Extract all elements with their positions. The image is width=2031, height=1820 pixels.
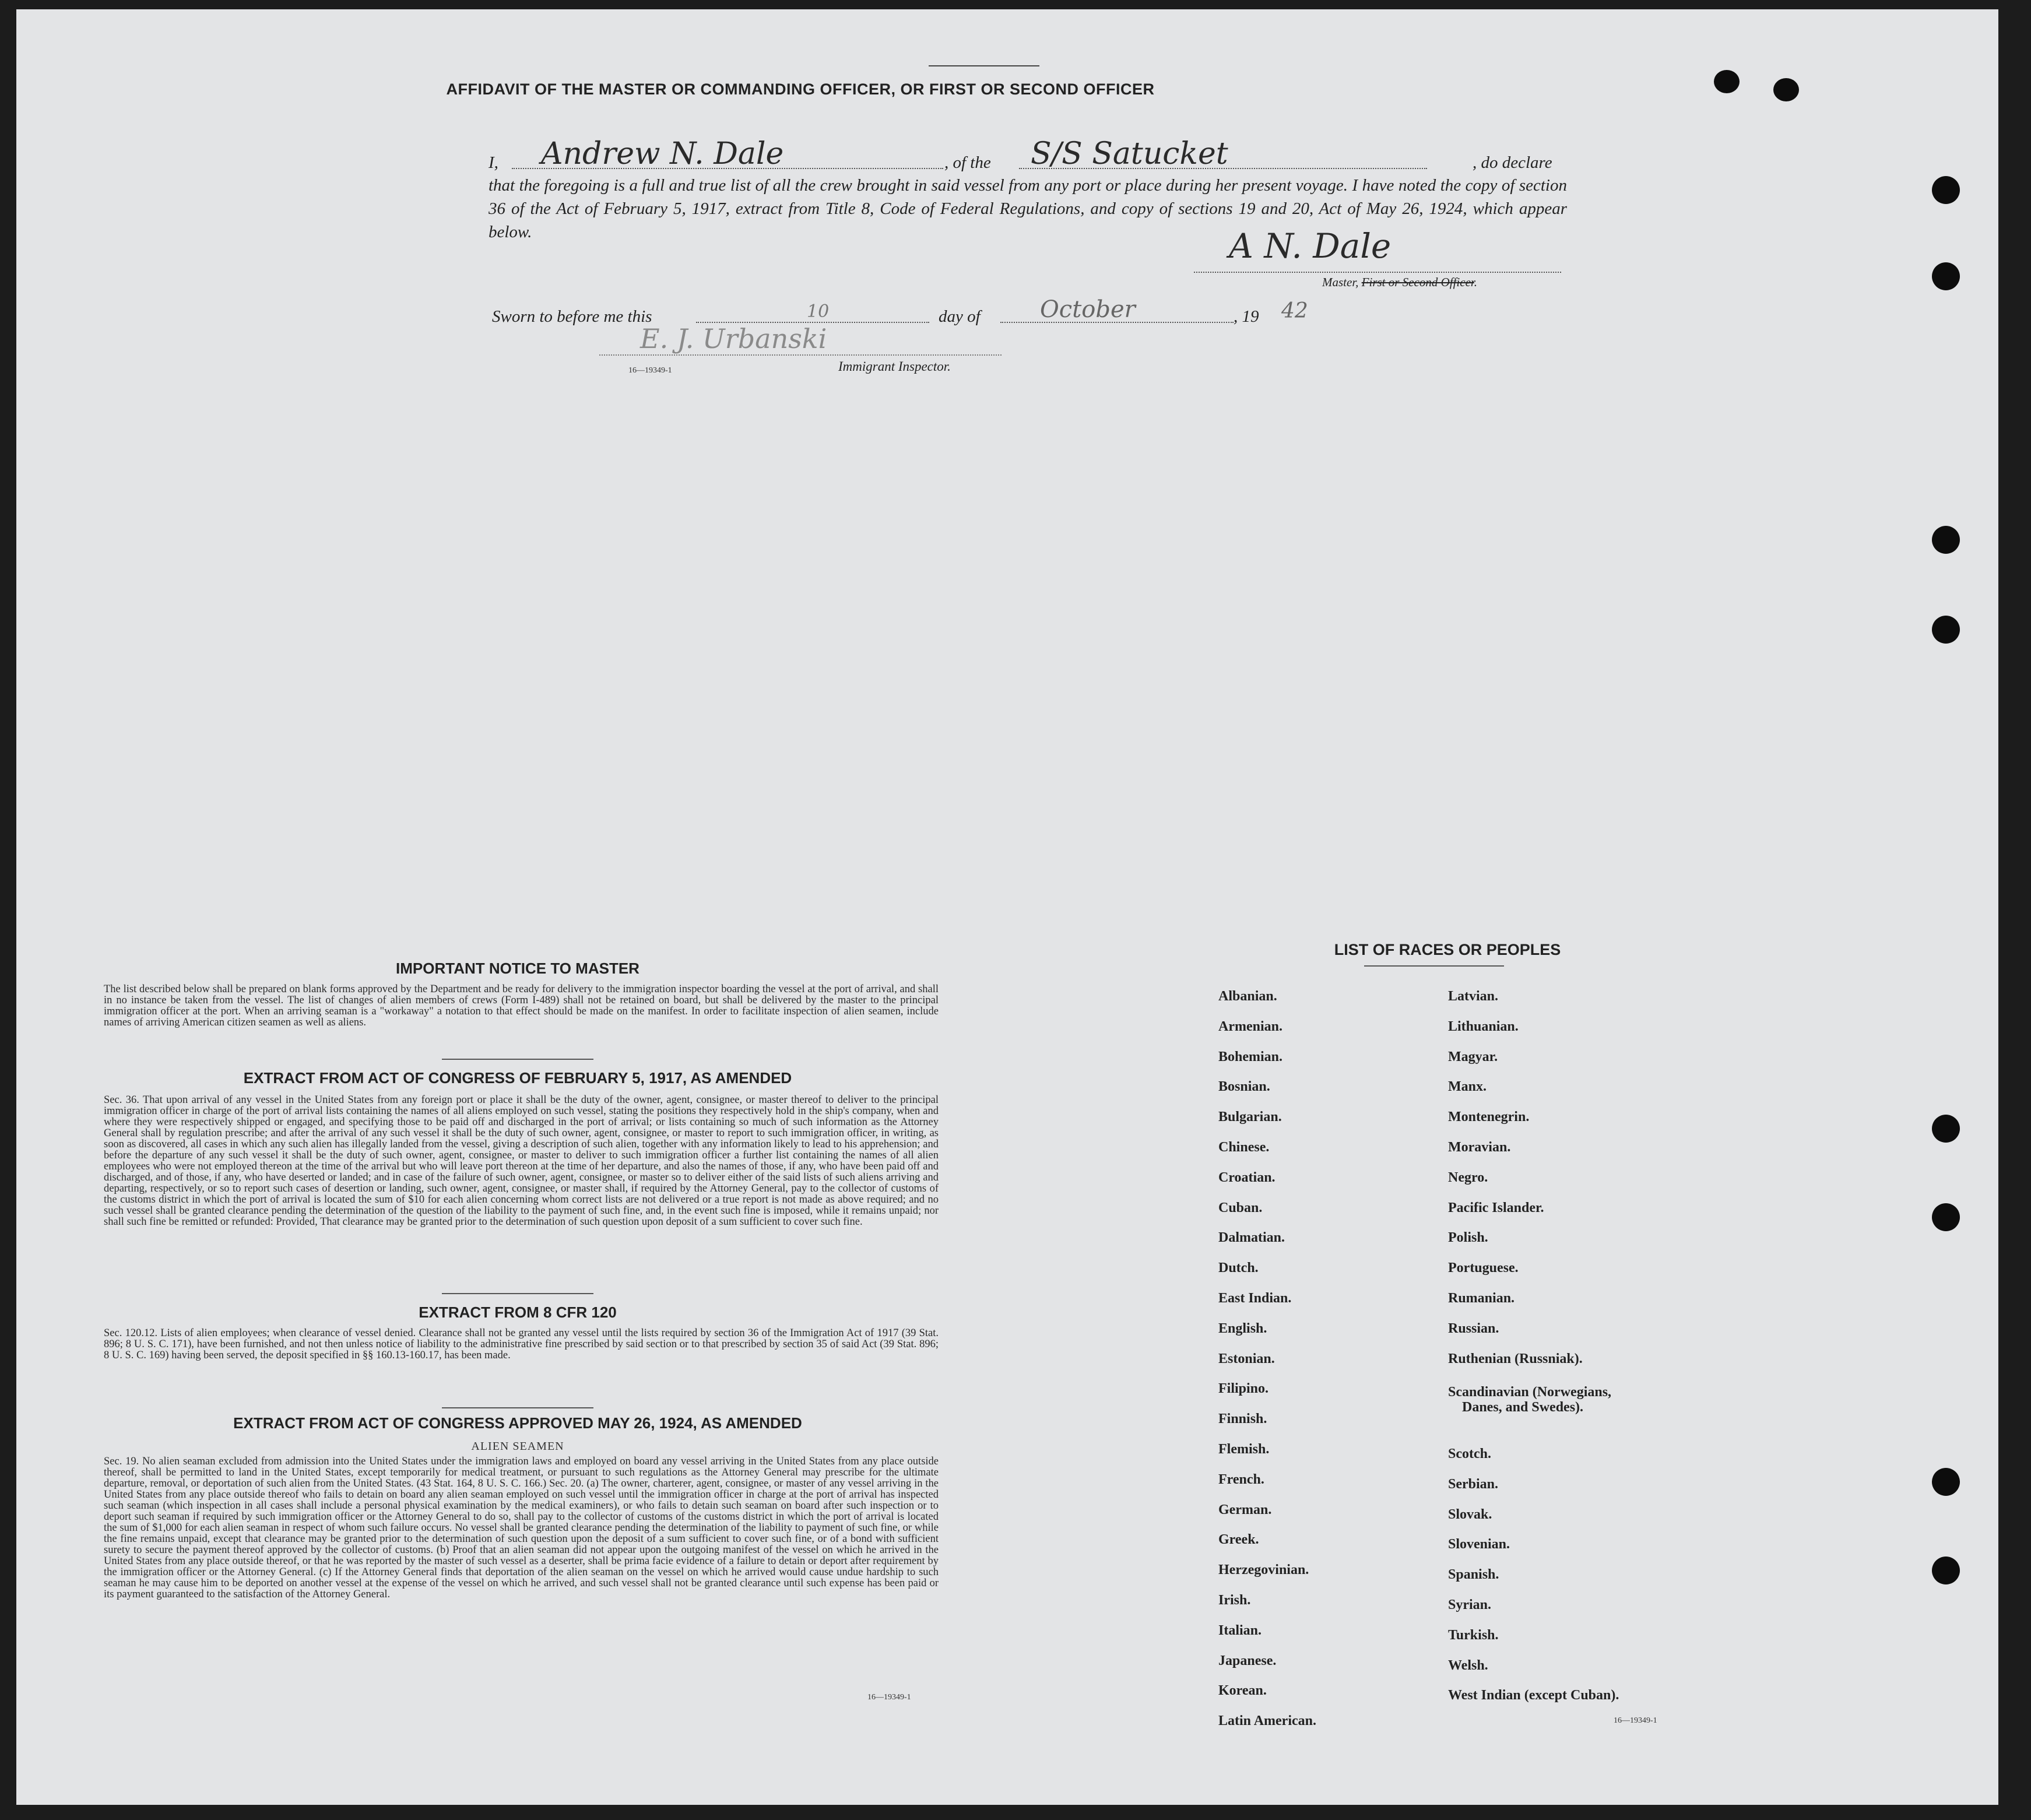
struck-officer-text: First or Second Officer <box>1361 275 1474 289</box>
punch-hole-icon <box>1932 1203 1960 1231</box>
year-prefix: , 19 <box>1234 307 1259 326</box>
race-item: Albanian. <box>1218 989 1277 1004</box>
punch-hole-icon <box>1932 1115 1960 1143</box>
extract-1917-text: Sec. 36. That upon arrival of any vessel in the United States from any foreign port or place it shall be the duty of the owner, agent, consignee, or master thereof to deliver to the principal immigration officer in charge of the port of arrival lists containing the names of all aliens employed on such vessel, stating the positions they respectively hold in the ship's company, when and where they were respectively shipped or engaged, and specifying those to be paid off and discharged in the port of arrival; or lists containing so much of such information as the Attorney General shall by regulation prescribe; and after the arrival of any such vessel it shall be the duty of such owner, agent, consignee, or master to report to such immigration officer, in writing, as soon as discovered, all cases in which any such alien has illegally landed from the vessel, giving a description of such alien, together with any information likely to lead to his apprehension; and before the departure of any such vessel it shall be the duty of such owner, agent, consignee, or master to deliver to such immigration officer a further list containing the names of all alien employees who were not employed thereon at the time of the arrival but who will leave port thereon at the time of her departure, and also the names of those, if any, who have been paid off and discharged, and of those, if any, who have deserted or landed; and in case of the failure of such owner, agent, consignee, or master so to deliver either of the said lists of such aliens arriving and departing, respectively, or so to report such cases of desertion or landing, such owner, agent, consignee, or master shall, if required by the Attorney General, pay to the collector of customs of the customs district in which the port of arrival is located the sum of $10 for each alien concerning whom correct lists are not delivered or a true report is not made as above required; and no such vessel shall be granted clearance pending the determination of the question of the liability to the payment of such fine, and, in the event such fine is imposed, while it remains unpaid; nor shall such fine be remitted or refunded: Provided, That clearance may be granted prior to the determination of such question upon deposit of a sum sufficient to cover such fine. <box>104 1094 939 1228</box>
race-item: German. <box>1218 1502 1272 1517</box>
race-item: Ruthenian (Russniak). <box>1448 1351 1583 1366</box>
race-item: Spanish. <box>1448 1567 1499 1583</box>
punch-hole-icon <box>1714 70 1740 93</box>
race-item: Magyar. <box>1448 1049 1498 1064</box>
sworn-line <box>492 296 1320 326</box>
inspector-line <box>599 354 1002 356</box>
punch-hole-icon <box>1932 1557 1960 1584</box>
race-item: Bulgarian. <box>1218 1109 1282 1125</box>
race-item: Estonian. <box>1218 1351 1275 1366</box>
race-item: Moravian. <box>1448 1140 1511 1155</box>
race-item: Herzegovinian. <box>1218 1562 1309 1578</box>
race-item: Korean. <box>1218 1683 1267 1699</box>
race-item: Portuguese. <box>1448 1260 1519 1276</box>
extract-1917-heading: EXTRACT FROM ACT OF CONGRESS OF FEBRUARY 5, 1917, AS AMENDED <box>243 1069 792 1087</box>
notice-heading: IMPORTANT NOTICE TO MASTER <box>396 960 639 977</box>
race-item: Lithuanian. <box>1448 1018 1519 1034</box>
form-number-left: 16—19349-1 <box>867 1693 911 1702</box>
i-label: I, <box>489 153 498 172</box>
race-item: French. <box>1218 1471 1264 1487</box>
month-value: October <box>1040 296 1136 323</box>
race-item: Slovak. <box>1448 1506 1492 1522</box>
race-item: Syrian. <box>1448 1597 1492 1612</box>
punch-hole-icon <box>1932 526 1960 554</box>
race-item: Chinese. <box>1218 1140 1270 1155</box>
race-item: Japanese. <box>1218 1653 1277 1668</box>
extract-1924-heading: EXTRACT FROM ACT OF CONGRESS APPROVED MAY 26, 1924, AS AMENDED <box>233 1414 802 1432</box>
race-item: Slovenian. <box>1448 1537 1510 1552</box>
race-item: Scandinavian (Norwegians, <box>1448 1385 1612 1400</box>
race-item: Scotch. <box>1448 1446 1491 1461</box>
race-item: Italian. <box>1218 1622 1262 1638</box>
race-item: Dutch. <box>1218 1260 1259 1276</box>
race-item: Latin American. <box>1218 1713 1316 1729</box>
race-item: English. <box>1218 1320 1267 1336</box>
race-item: East Indian. <box>1218 1291 1292 1306</box>
inspector-caption: Immigrant Inspector. <box>838 359 951 374</box>
section-divider <box>442 1293 593 1294</box>
section-divider <box>442 1407 593 1408</box>
inspector-signature: E. J. Urbanski <box>640 323 827 354</box>
race-item: Danes, and Swedes). <box>1462 1400 1584 1415</box>
declaration-text: that the foregoing is a full and true list of all the crew brought in said vessel from any port or place during her present voyage. I have noted the copy of section 36 of the Act of February 5, 1917, extract from Title 8, Code of Federal Regulations, and copy of sections 19 and 20, Act of May 26, 1924, which appear below. <box>489 176 1567 241</box>
race-item: Polish. <box>1448 1230 1488 1246</box>
section-divider <box>442 1059 593 1060</box>
alien-seamen-subheading: ALIEN SEAMEN <box>471 1440 564 1453</box>
sworn-label: Sworn to before me this <box>492 307 652 326</box>
declarant-line <box>489 136 1567 173</box>
race-item: Negro. <box>1448 1169 1488 1185</box>
race-item: Latvian. <box>1448 989 1499 1004</box>
day-of-label: day of <box>939 307 981 326</box>
vessel-name-handwritten: S/S Satucket <box>1031 136 1228 171</box>
race-item: Serbian. <box>1448 1476 1499 1492</box>
year-value: 42 <box>1281 299 1308 323</box>
signature-line <box>1194 272 1561 273</box>
race-item: Rumanian. <box>1448 1291 1515 1306</box>
punch-hole-icon <box>1932 262 1960 290</box>
affidavit-title: AFFIDAVIT OF THE MASTER OR COMMANDING OFFICER, OR FIRST OR SECOND OFFICER <box>446 80 1155 98</box>
races-divider <box>1364 965 1504 967</box>
of-the-label: , of the <box>944 153 991 172</box>
race-item: Montenegrin. <box>1448 1109 1530 1125</box>
race-item: Greek. <box>1218 1532 1259 1548</box>
master-name-handwritten: Andrew N. Dale <box>541 136 784 171</box>
race-item: Russian. <box>1448 1320 1499 1336</box>
punch-hole-icon <box>1932 176 1960 204</box>
document-page <box>16 9 1998 1805</box>
race-item: Welsh. <box>1448 1657 1488 1673</box>
race-item: Dalmatian. <box>1218 1230 1285 1246</box>
extract-cfr-heading: EXTRACT FROM 8 CFR 120 <box>419 1303 617 1321</box>
punch-hole-icon <box>1773 78 1799 101</box>
race-item: West Indian (except Cuban). <box>1448 1688 1619 1703</box>
race-item: Manx. <box>1448 1079 1487 1095</box>
race-item: Croatian. <box>1218 1169 1275 1185</box>
race-item: Irish. <box>1218 1593 1251 1608</box>
races-heading: LIST OF RACES OR PEOPLES <box>1334 941 1561 958</box>
race-item: Turkish. <box>1448 1627 1499 1643</box>
signer-caption: Master, First or Second Officer. <box>1322 275 1477 289</box>
race-item: Finnish. <box>1218 1411 1267 1427</box>
race-item: Flemish. <box>1218 1442 1270 1457</box>
form-number-top: 16—19349-1 <box>628 366 672 375</box>
extract-cfr-text: Sec. 120.12. Lists of alien employees; when clearance of vessel denied. Clearance shall not be granted any vessel until the lists required by section 36 of the Immigration Act of 1917 (39 Stat. 896; 8 U. S. C. 171), have been furnished, and not then unless notice of liability to the administrative fine prescribed by said section or to that prescribed by section 35 of said Act (39 Stat. 896; 8 U. S. C. 169) having been served, the deposit specified in §§ 160.13-160.17, has been made. <box>104 1327 939 1361</box>
race-item: Bohemian. <box>1218 1049 1283 1064</box>
notice-text: The list described below shall be prepared on blank forms approved by the Department and be ready for delivery to the immigration inspector boarding the vessel at the port of arrival, and shall in no instance be taken from the vessel. The list of changes of alien members of crews (Form I-489) shall not be retained on board, but shall be delivered by the master to the principal immigration officer at the port. When an arriving seaman is a "workaway" a notation to that effect should be made on the manifest. In order to facilitate inspection of alien seamen, include names of arriving American citizen seamen as well as aliens. <box>104 983 939 1028</box>
top-rule <box>929 65 1039 66</box>
race-item: Pacific Islander. <box>1448 1200 1544 1215</box>
race-item: Cuban. <box>1218 1200 1263 1215</box>
punch-hole-icon <box>1932 1468 1960 1496</box>
master-signature: A N. Dale <box>1229 226 1392 266</box>
race-item: Bosnian. <box>1218 1079 1270 1095</box>
race-item: Armenian. <box>1218 1018 1282 1034</box>
extract-1924-text: Sec. 19. No alien seaman excluded from admission into the United States under the immigration laws and employed on board any vessel arriving in the United States from any place outside thereof, shall be permitted to land in the United States, except temporarily for medical treatment, or pursuant to such regulations as the Attorney General may prescribe for the ultimate departure, removal, or deportation of such alien from the United States. (43 Stat. 164, 8 U. S. C. 166.) Sec. 20. (a) The owner, charterer, agent, consignee, or master of any vessel arriving in the United States from any place outside thereof who fails to detain on board any alien seaman employed on such vessel until the immigration officer in charge at the port of arrival has inspected such seaman (which inspection in all cases shall include a personal physical examination by the medical examiners), or who fails to detain such seaman on board after such inspection or to deport such seaman if required by such immigration officer or the Attorney General to do so, shall pay to the collector of customs of the customs district in which the port of arrival is located the sum of $1,000 for each alien seaman in respect of whom such failure occurs. No vessel shall be granted clearance pending the determination of the liability to payment of such fine, or while the fine remains unpaid, except that clearance may be granted prior to the determination of such question upon the deposit of a sum sufficient to cover such fine, or of a bond with sufficient surety to secure the payment thereof approved by the collector of customs. (b) Proof that an alien seaman did not appear upon the outgoing manifest of the vessel on which he arrived in the United States from any place outside thereof, or that he was reported by the master of such vessel as a deserter, shall be prima facie evidence of a failure to detain or deport after requirement by the immigration officer or the Attorney General. (c) If the Attorney General finds that deportation of the alien seaman on the vessel on which he arrived would cause undue hardship to such seaman he may cause him to be deported on another vessel at the expense of the vessel on which he arrived, and such vessel shall not be granted clearance until such expense has been paid or its payment guaranteed to the satisfaction of the Attorney General. <box>104 1456 939 1600</box>
punch-hole-icon <box>1932 616 1960 644</box>
day-value: 10 <box>807 301 830 322</box>
do-declare-label: , do declare <box>1473 153 1552 172</box>
form-number-right: 16—19349-1 <box>1614 1716 1657 1725</box>
race-item: Filipino. <box>1218 1381 1269 1397</box>
